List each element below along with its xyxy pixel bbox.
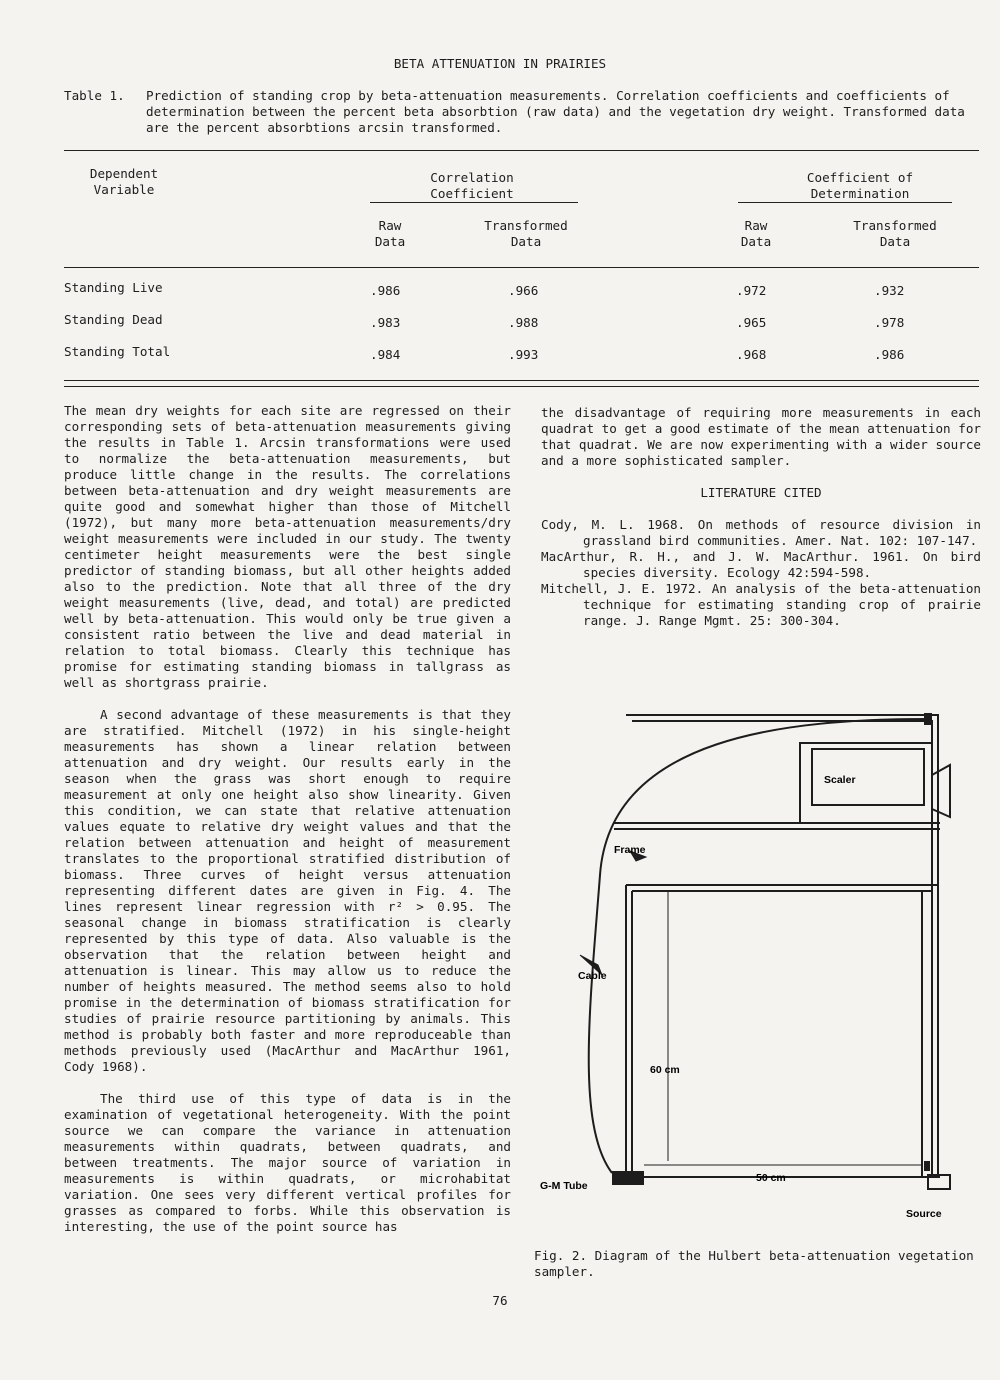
page-number: 76 — [492, 1293, 508, 1308]
height-label: 60 cm — [650, 1064, 680, 1076]
row-variable: Standing Dead — [64, 312, 163, 327]
literature-heading: LITERATURE CITED — [700, 485, 822, 500]
cell-corr-transformed: .993 — [508, 347, 539, 362]
cell-det-raw: .968 — [736, 347, 767, 362]
correlation-span-rule — [370, 202, 578, 203]
scaler-label: Scaler — [824, 774, 856, 786]
sampler-diagram — [540, 705, 980, 1225]
row-variable: Standing Total — [64, 344, 171, 359]
table-bottom-rule-2 — [64, 386, 979, 387]
scaler-knob — [932, 765, 950, 817]
header-coefficient-determination: Coefficient of Determination — [806, 170, 914, 201]
cell-det-transformed: .986 — [874, 347, 905, 362]
paragraph: The mean dry weights for each site are regressed on their corresponding sets of beta-attenuation measurements giving the results in Table 1. Arcsin transformations were used to normalize the beta-attenuation measurements, but produce little change in the results. The correlations between beta-attenuation and dry weight measurements are quite good and somewhat higher than those of Mitchell (1972), but many more beta-attenuation measurements/dry weight measurements were included in our study. The twenty centimeter height measurements were the best single predictor of standing biomass, but all other heights added also to the prediction. Note that all three of the dry weight measurements (live, dead, and total) are predicted well by beta-attenuation. This would only be true given a consistent ratio between the live and dead material in relation to total biomass. Clearly this technique has promise for estimating standing biomass in tallgrass as well as shortgrass prairie. — [64, 403, 511, 690]
determination-span-rule — [738, 202, 952, 203]
gm-tube — [612, 1171, 644, 1185]
cable-label: Cable — [578, 970, 607, 982]
source-label: Source — [906, 1208, 942, 1220]
reference-item: Cody, M. L. 1968. On methods of resource division in grassland bird communities. Amer. Nat. 102: 107-147. — [541, 517, 981, 548]
gm-tube-label: G-M Tube — [540, 1180, 588, 1192]
table-caption — [64, 88, 989, 136]
paragraph: the disadvantage of requiring more measurements in each quadrat to get a good estimate of the mean attenuation for that quadrat. We are now experimenting with a wider source and a more sophisticated sampler. — [541, 405, 981, 468]
cell-det-transformed: .932 — [874, 283, 905, 298]
cell-corr-raw: .986 — [370, 283, 401, 298]
scaler-box — [800, 743, 932, 823]
table-label: Table 1. — [64, 88, 125, 103]
right-column — [541, 405, 981, 629]
cell-det-raw: .965 — [736, 315, 767, 330]
table-bottom-rule — [64, 380, 979, 381]
frame-outer-bar — [626, 715, 938, 1177]
left-column — [64, 403, 511, 1235]
width-label: 50 cm — [756, 1172, 786, 1184]
table-top-rule — [64, 150, 979, 151]
header-corr-raw: Raw Data — [374, 218, 406, 249]
header-correlation-coefficient: Correlation Coefficient — [430, 170, 514, 201]
reference-list — [541, 517, 981, 629]
figure-caption: Fig. 2. Diagram of the Hulbert beta-attenuation vegetation sampler. — [534, 1248, 974, 1279]
header-corr-transformed: Transformed Data — [484, 218, 568, 249]
header-dependent-variable: Dependent Variable — [89, 166, 159, 197]
cell-det-transformed: .978 — [874, 315, 905, 330]
row-variable: Standing Live — [64, 280, 163, 295]
cell-det-raw: .972 — [736, 283, 767, 298]
paragraph: The third use of this type of data is in the examination of vegetational heterogeneity. With the point source we can compare the variance in attenuation measurements within quadrats, between quadrats, and between treatments. The major source of variation in measurements is within quadrats, or microhabitat variation. One sees very different vertical profiles for grasses as compared to forbs. While this observation is interesting, the use of the point source has — [64, 1091, 511, 1234]
cell-corr-raw: .984 — [370, 347, 401, 362]
frame-label: Frame — [614, 844, 646, 856]
header-det-transformed: Transformed Data — [853, 218, 937, 249]
cell-corr-transformed: .988 — [508, 315, 539, 330]
reference-item: Mitchell, J. E. 1972. An analysis of the beta-attenuation technique for estimating standing crop of prairie range. J. Range Mgmt. 25: 300-304. — [541, 581, 981, 628]
header-bottom-rule — [64, 267, 979, 268]
header-det-raw: Raw Data — [740, 218, 772, 249]
cell-corr-raw: .983 — [370, 315, 401, 330]
table-caption-text: Prediction of standing crop by beta-attenuation measurements. Correlation coefficients and coefficients of determination between the percent beta absorbtion (raw data) and the vegetation dry weight. Transformed data are the percent absorbtions arcsin transformed. — [146, 88, 965, 135]
cell-corr-transformed: .966 — [508, 283, 539, 298]
paragraph: A second advantage of these measurements is that they are stratified. Mitchell (1972) in his single-height measurements has shown a linear relation between attenuation and dry weight. Our results early in the season when the grass was short enough to require measurement at only one height also show linearity. Given this condition, we can state that relative attenuation values equate to relative dry weight values and that the relation between attenuation and height of measurement translates to the proportional stratified distribution of biomass. Three curves of height versus attenuation representing different dates are given in Fig. 4. The lines represent linear regression with r² > 0.95. The seasonal change in biomass stratification is clearly represented by this type of data. Also valuable is the observation that the relation between height and attenuation is linear. This may allow us to reduce the number of heights measured. The method seems also to hold promise in the determination of biomass stratification for studies of prairie resource partitioning by animals. This method is probably both faster and more reproduceable than methods previously used (MacArthur and MacArthur 1961, Cody 1968). — [64, 707, 511, 1074]
cable-line — [589, 719, 930, 1173]
reference-item: MacArthur, R. H., and J. W. MacArthur. 1961. On bird species diversity. Ecology 42:594-598. — [541, 549, 981, 580]
running-header: BETA ATTENUATION IN PRAIRIES — [393, 56, 607, 71]
